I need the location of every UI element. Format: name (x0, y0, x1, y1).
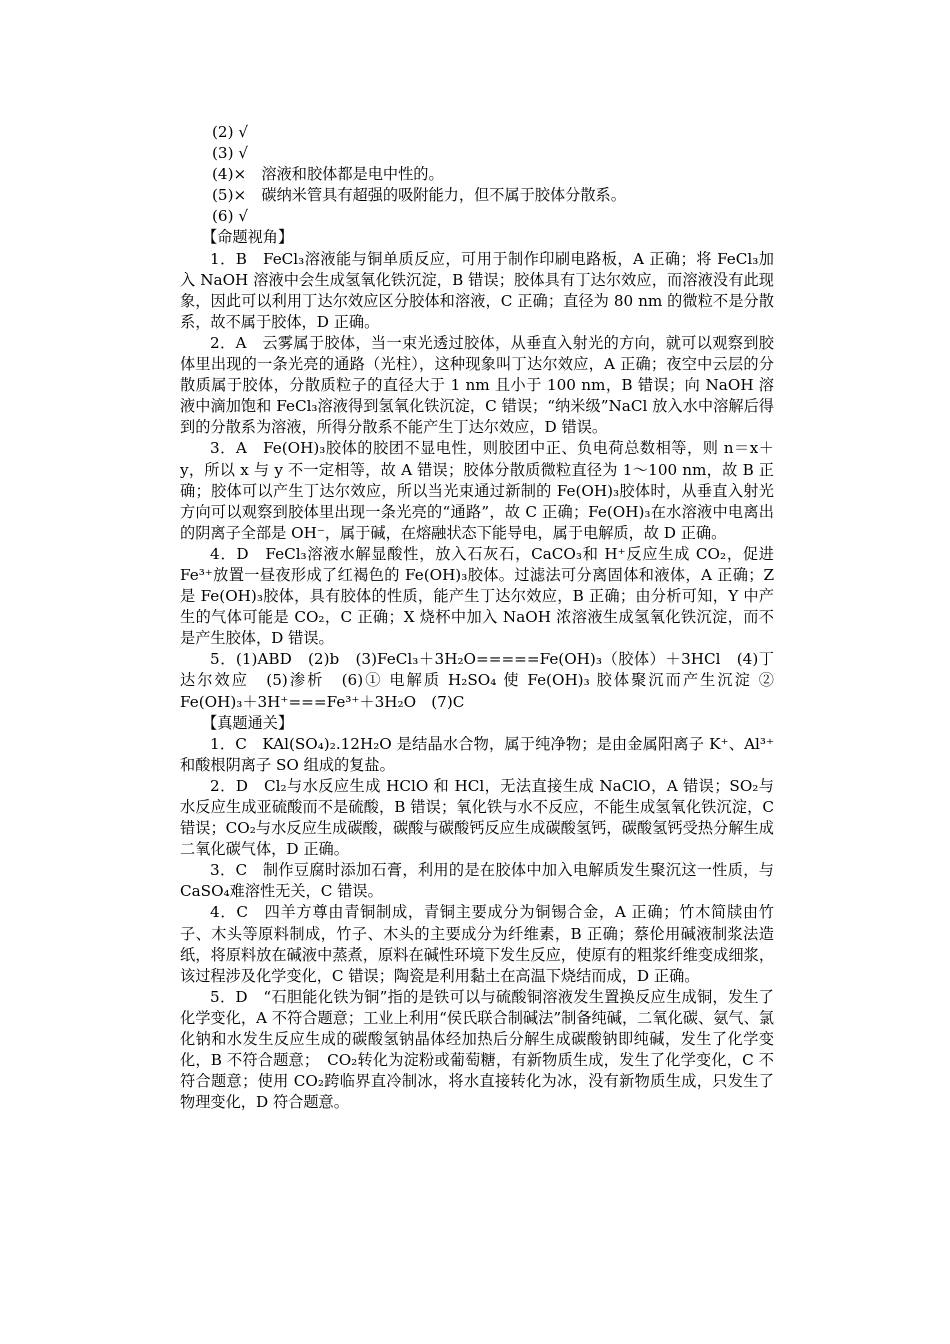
judge-item-2: (2) √ (212, 123, 249, 141)
judge-item-5: (5)× 碳纳米管具有超强的吸附能力，但不属于胶体分散系。 (212, 186, 626, 205)
answer-paragraph: 5．D “石胆能化铁为铜”指的是铁可以与硫酸铜溶液发生置换反应生成铜，发生了化学变化，A 不符合题意；工业上利用“侯氏联合制碱法”制备纯碱，二氧化碳、氨气、氯化钠和水发生反应生成的碳酸氢钠晶体经加热后分解生成碳酸钠即纯碱，发生了化学变化，B 不符合题意； CO₂转化为淀粉或葡萄糖，有新物质生成，发生了化学变化，C 不符合题意；使用 CO₂跨临界直冷制冰，将水直接转化为冰，没有新物质生成，只发生了物理变化，D 符合题意。 (180, 987, 774, 1112)
answer-paragraph: 2．D Cl₂与水反应生成 HClO 和 HCl，无法直接生成 NaClO，A 错误；SO₂与水反应生成亚硫酸而不是硫酸，B 错误；氧化铁与水不反应，不能生成氢氧化铁沉淀，C 错误；CO₂与水反应生成碳酸，碳酸与碳酸钙反应生成碳酸氢钙，碳酸氢钙受热分解生成二氧化碳气体，D 正确。 (180, 776, 774, 859)
answer-paragraph: 5．(1)ABD (2)b (3)FeCl₃＋3H₂O=====Fe(OH)₃（胶体）＋3HCl (4)丁达尔效应 (5)渗析 (6)① 电解质 H₂SO₄ 使 Fe(OH)₃ 胶体聚沉而产生沉淀 ② Fe(OH)₃＋3H⁺===Fe³⁺＋3H₂O (7)C (180, 650, 774, 711)
answer-document (180, 122, 774, 1113)
answer-paragraph: 1．B FeCl₃溶液能与铜单质反应，可用于制作印刷电路板，A 正确；将 FeCl₃加入 NaOH 溶液中会生成氢氧化铁沉淀，B 错误；胶体具有丁达尔效应，而溶液没有此现象，因此可以利用丁达尔效应区分胶体和溶液，C 正确；直径为 80 nm 的微粒不是分散系，故不属于胶体，D 正确。 (180, 249, 774, 331)
answer-paragraph: 1．C KAl(SO₄)₂.12H₂O 是结晶水合物，属于纯净物；是由金属阳离子 K⁺、Al³⁺和酸根阴离子 SO 组成的复盐。 (180, 734, 774, 774)
judge-item-4: (4)× 溶液和胶体都是电中性的。 (212, 165, 444, 184)
judge-item-6: (6) √ (212, 207, 249, 226)
judge-item-3: (3) √ (212, 144, 249, 163)
answer-paragraph: 3．A Fe(OH)₃胶体的胶团不显电性，则胶团中正、负电荷总数相等，则 n＝x＋y，所以 x 与 y 不一定相等，故 A 错误；胶体分散质微粒直径为 1～100 nm，故 B 正确；胶体可以产生丁达尔效应，所以当光束通过新制的 Fe(OH)₃胶体时，从垂直入射光方向可以观察到胶体里出现一条光亮的“通路”，故 C 正确；Fe(OH)₃在水溶液中电离出的阴离子全部是 OH⁻，属于碱，在熔融状态下能导电，属于电解质，故 D 正确。 (180, 439, 774, 542)
answer-paragraph: 4．D FeCl₃溶液水解显酸性，放入石灰石，CaCO₃和 H⁺反应生成 CO₂，促进 Fe³⁺放置一昼夜形成了红褐色的 Fe(OH)₃胶体。过滤法可分离固体和液体，A 正确；Z 是 Fe(OH)₃胶体，具有胶体的性质，能产生丁达尔效应，B 正确；由分析可知，Y 中产生的气体可能是 CO₂，C 正确；X 烧杯中加入 NaOH 浓溶液生成氢氧化铁沉淀，而不是产生胶体，D 错误。 (180, 544, 774, 648)
answer-paragraph: 2．A 云雾属于胶体，当一束光透过胶体，从垂直入射光的方向，就可以观察到胶体里出现的一条光亮的通路（光柱），这种现象叫丁达尔效应，A 正确；夜空中云层的分散质属于胶体，分散质粒子的直径大于 1 nm 且小于 100 nm，B 错误；向 NaOH 溶液中滴加饱和 FeCl₃溶液得到氢氧化铁沉淀，C 错误；“纳米级”NaCl 放入水中溶解后得到的分散系为溶液，所得分散系不能产生丁达尔效应，D 错误。 (180, 333, 774, 437)
section-heading-mingti: 【命题视角】 (202, 228, 294, 247)
answer-paragraph: 3．C 制作豆腐时添加石膏，利用的是在胶体中加入电解质发生聚沉这一性质，与 CaSO₄难溶性无关，C 错误。 (180, 861, 774, 901)
section-heading-zhenti: 【真题通关】 (202, 713, 294, 732)
answer-paragraph: 4．C 四羊方尊由青铜制成，青铜主要成分为铜锡合金，A 正确；竹木简牍由竹子、木头等原料制成，竹子、木头的主要成分为纤维素，B 正确；蔡伦用碱液制浆法造纸，将原料放在碱液中蒸煮，原料在碱性环境下发生反应，使原有的粗浆纤维变成细浆，该过程涉及化学变化，C 错误；陶瓷是利用黏土在高温下烧结而成，D 正确。 (180, 903, 774, 985)
